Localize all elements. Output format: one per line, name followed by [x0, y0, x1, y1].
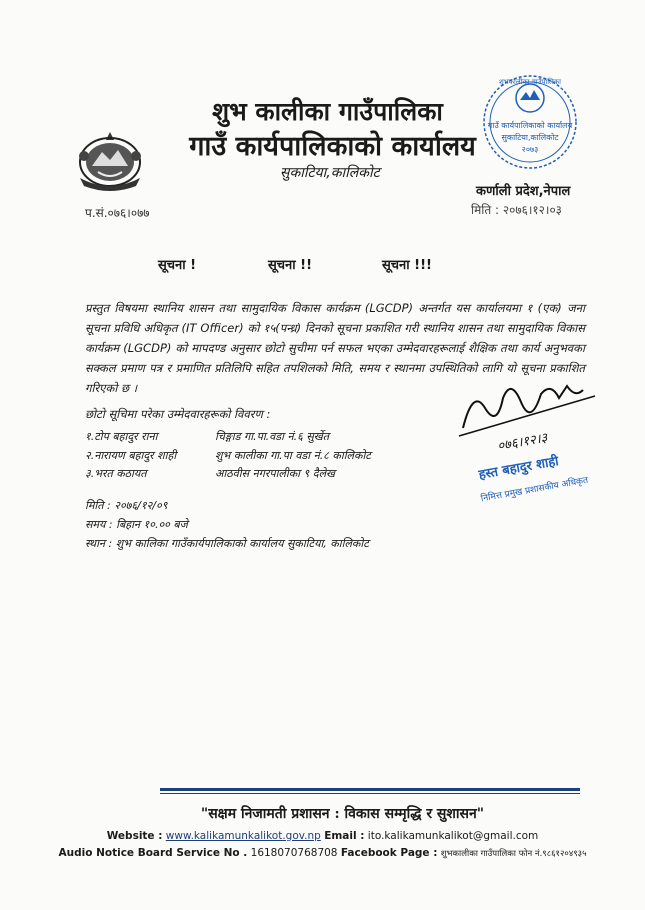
signature-date: ०७६।१२।३	[496, 430, 549, 455]
candidate-name: ३.भरत कठायत	[85, 467, 147, 480]
website-link[interactable]: www.kalikamunkalikot.gov.np	[165, 830, 321, 842]
office-name-line1: शुभ कालीका गाउँपालिका	[212, 97, 443, 126]
office-name-line2: गाउँ कार्यपालिकाको कार्यालय	[189, 131, 476, 162]
facebook-page[interactable]: शुभकालीका गाउँपालिका फोन नं.९८६१२०४९३५	[440, 849, 587, 859]
footer-service-line	[0, 847, 645, 859]
candidate-list-heading: छोटो सूचिमा परेका उम्मेदवारहरूको विवरण :	[85, 407, 271, 421]
notice-heading-3: सूचना !!!	[382, 258, 432, 273]
notice-heading-1: सूचना !	[158, 258, 197, 273]
schedule-time: समय : बिहान १०.०० बजे	[85, 518, 188, 531]
reference-number: प.सं.०७६।०७७	[85, 206, 150, 220]
audio-service-label: Audio Notice Board Service No .	[58, 847, 248, 859]
signature-stamp-title: निमित्त प्रमुख प्रशासकीय अधिकृत	[480, 475, 589, 505]
audio-service-number: 1618070768708	[250, 847, 338, 859]
footer-rule-thin	[160, 793, 580, 794]
candidate-address: चिङ्गाड गा.पा.वडा नं.६ सुर्खेत	[215, 430, 330, 443]
footer-slogan: "सक्षम निजामती प्रशासन : विकास सम्मृद्धि र सुशासन"	[200, 806, 485, 822]
province-label: कर्णाली प्रदेश,नेपाल	[476, 184, 571, 199]
seal-middle-text: गाउँ कार्यपालिकाको कार्यालय	[487, 121, 573, 130]
footer-contact-line	[0, 830, 645, 842]
website-label: Website :	[106, 830, 163, 842]
email-address[interactable]: ito.kalikamunkalikot@gmail.com	[367, 830, 539, 842]
signature-stamp-name: हस्त बहादुर शाही	[477, 454, 560, 483]
seal-top-text: शुभकालीका गाउँपालिका	[499, 78, 561, 86]
facebook-label: Facebook Page :	[340, 847, 438, 859]
notice-body: प्रस्तुत विषयमा स्थानिय शासन तथा सामुदायिक विकास कार्यक्रम (LGCDP) अन्तर्गत यस कार्यालयमा १ (एक) जना सूचना प्रविधि अधिकृत (IT Officer) को १५(पन्ध्र) दिनको सूचना प्रकाशित गरी स्थानिय शासन तथा सामुदायिक विकास कार्यक्रम (LGCDP) को मापदण्ड अनुसार छोटो सुचीमा पर्न सफल भएका उम्मेदवारहरूलाई शैक्षिक तथा कार्य अनुभवका सक्कल प्रमाण पत्र र प्रमाणित प्रतिलिपि सहित तपशिलको मिति, समय र स्थानमा उपस्थितिको लागि यो सूचना प्रकाशित गरिएको छ ।	[85, 301, 585, 395]
candidate-address: शुभ कालीका गा.पा वडा नं.८ कालिकोट	[215, 449, 371, 462]
candidate-address: आठवीस नगरपालीका ९ दैलेख	[215, 467, 336, 480]
schedule-place: स्थान : शुभ कालिका गाउँकार्यपालिकाको कार्यालय सुकाटिया, कालिकोट	[85, 537, 369, 550]
notice-heading-2: सूचना !!	[268, 258, 313, 273]
candidate-name: २.नारायण बहादुर शाही	[85, 449, 177, 462]
letter-date: मिति : २०७६।१२।०३	[471, 203, 562, 217]
seal-year-text: २०७३	[521, 145, 539, 154]
office-location: सुकाटिया,कालिकोट	[280, 165, 380, 181]
schedule-date: मिति : २०७६/१२/०९	[85, 499, 168, 512]
seal-place-text: सुकाटिया,कालिकोट	[501, 133, 559, 142]
footer-rule	[160, 788, 580, 791]
email-label: Email :	[324, 830, 365, 842]
candidate-name: १.टोप बहादुर राना	[85, 430, 158, 443]
